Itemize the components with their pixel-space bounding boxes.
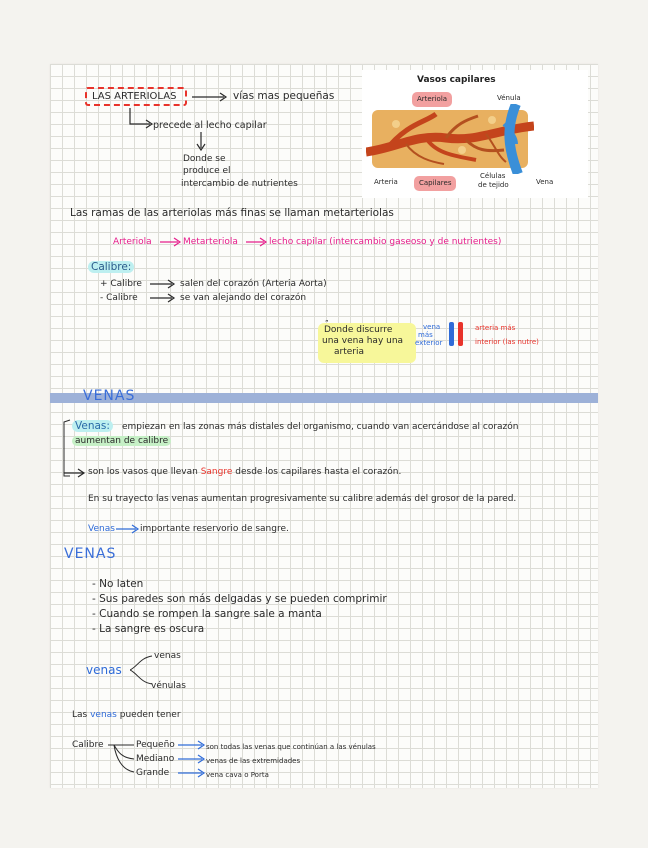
capillary-illustration (366, 104, 534, 174)
venas-heading-1: VENAS (83, 388, 136, 404)
venas-item-2: - Sus paredes son más delgadas y se pueden comprimir (92, 593, 387, 605)
label-celulas-1: Células (480, 172, 506, 180)
metarteriolas-sentence: Las ramas de las arteriolas más finas se llaman metarteriolas (70, 207, 394, 219)
calibre-row-desc-2: venas de las extremidades (206, 757, 301, 765)
venas-lead: Venas: (72, 420, 113, 433)
elbow-arrow-icon (128, 108, 156, 130)
venas-item-1: - No laten (92, 578, 144, 590)
venas-vasos: son los vasos que llevan Sangre desde los capilares hasta el corazón. (88, 467, 402, 477)
calibre-row-label-2: Mediano (136, 754, 175, 764)
label-arteria: Arteria (374, 178, 398, 186)
callout-vena-2: más (418, 331, 433, 339)
vein-bar (449, 322, 454, 346)
venas-text-2: aumentan de calibre (72, 435, 171, 448)
arteriolas-precede: precede al lecho capilar (153, 120, 267, 131)
callout-arteria-2: interior (las nutre) (475, 338, 539, 346)
label-vena: Vena (536, 178, 554, 186)
calibre-minus-text: se van alejando del corazón (180, 293, 307, 303)
callout-note-2: una vena hay una (322, 336, 404, 346)
callout-arteria-1: arteria más (475, 324, 516, 332)
arteriolas-donde-1: Donde se (183, 154, 226, 164)
callout-note-3: arteria (334, 347, 364, 357)
callout-vena-1: vena (423, 323, 441, 331)
calibres-intro: Las venas pueden tener (72, 710, 181, 720)
calibres-root: Calibre (72, 740, 104, 750)
arrow-icon (150, 293, 178, 303)
callout-note (318, 323, 416, 363)
calibre-row-label-1: Pequeño (136, 740, 175, 750)
callout-vena-3: exterior (415, 339, 443, 347)
calibre-title: Calibre: (88, 261, 134, 274)
calibre-row-label-3: Grande (136, 768, 170, 778)
venas-heading-2: VENAS (64, 546, 117, 562)
notebook-page (50, 64, 598, 788)
label-venula: Vénula (497, 94, 521, 102)
venas-tree-top: venas (154, 651, 181, 661)
venas-tree-root: venas (86, 663, 122, 677)
calibre-minus-label: - Calibre (100, 293, 138, 303)
arrow-icon (150, 279, 178, 289)
capillary-figure (362, 70, 588, 198)
figure-title: Vasos capilares (417, 75, 496, 85)
artery-bar (458, 322, 463, 346)
calibre-plus-text: salen del corazón (Arteria Aorta) (180, 279, 327, 289)
flow-lecho-capilar: lecho capilar (intercambio gaseoso y de nutrientes) (269, 237, 502, 247)
down-arrow-icon (195, 132, 207, 152)
arteriolas-donde-2: produce el (183, 166, 231, 176)
venas-item-4: - La sangre es oscura (92, 623, 205, 635)
arteriolas-smallest: vías mas pequeñas (233, 90, 335, 102)
label-celulas-2: de tejido (478, 181, 509, 189)
callout-note-1: Donde discurre (324, 325, 393, 335)
venas-item-3: - Cuando se rompen la sangre sale a manta (92, 608, 322, 620)
arrow-icon (246, 237, 270, 247)
calibre-plus-label: + Calibre (100, 279, 142, 289)
arrow-icon (64, 468, 86, 478)
arrow-icon (192, 92, 232, 102)
label-arteriola: Arteriola (412, 92, 452, 107)
arteriolas-title: LAS ARTERIOLAS (92, 91, 177, 102)
flow-arteriola: Arteriola (113, 237, 152, 247)
venas-text-1: empiezan en las zonas más distales del organismo, cuando van acercándose al corazón (122, 422, 519, 432)
arrow-icon (116, 524, 142, 534)
arrow-icon (178, 740, 208, 750)
arrow-icon (160, 237, 184, 247)
venas-trayecto: En su trayecto las venas aumentan progresivamente su calibre además del grosor de la pared. (88, 494, 517, 504)
venas-tree-bottom: vénulas (151, 681, 186, 691)
calibre-row-desc-3: vena cava o Porta (206, 771, 269, 779)
branch-lines (108, 740, 138, 776)
venas-reservorio: Venas (88, 524, 115, 534)
flow-metarteriola: Metarteriola (183, 237, 238, 247)
arrow-icon (178, 754, 208, 764)
venas-reservorio-text: importante reservorio de sangre. (140, 524, 289, 534)
arrow-icon (178, 768, 208, 778)
label-capilares: Capilares (414, 176, 456, 191)
calibre-row-desc-1: son todas las venas que continúan a las vénulas (206, 743, 376, 751)
arteriolas-donde-3: intercambio de nutrientes (181, 179, 298, 189)
